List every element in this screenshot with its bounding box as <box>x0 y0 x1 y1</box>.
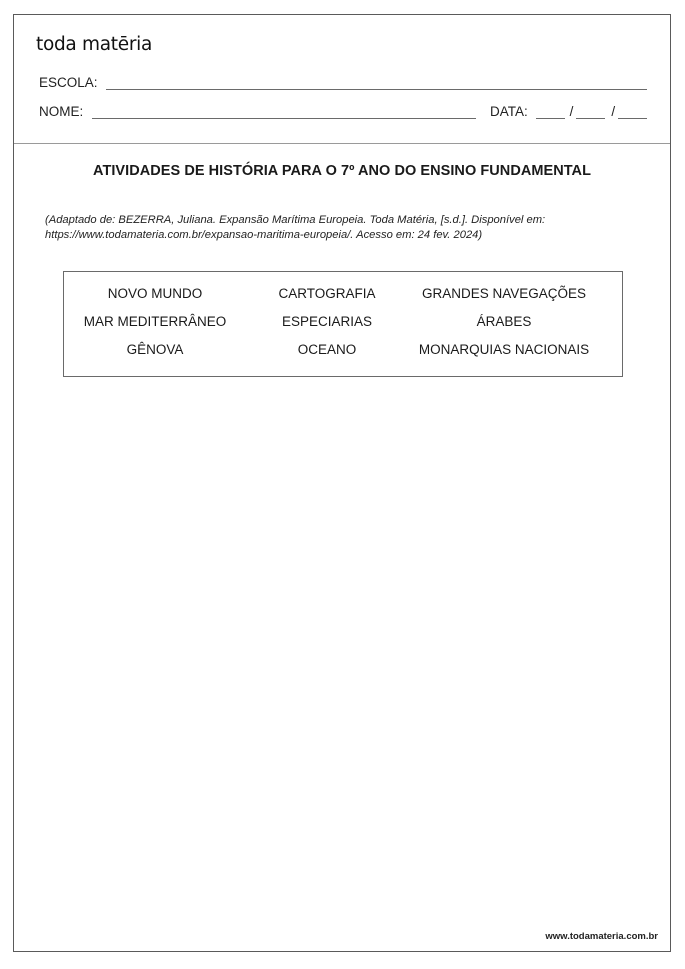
citation-line: (Adaptado de: BEZERRA, Juliana. Expansão Marítima Europeia. Toda Matéria, [s.d.]. Disponível em: <box>45 214 546 226</box>
footer-url[interactable]: www.todamateria.com.br <box>545 931 658 942</box>
nome-label: NOME: <box>39 104 84 119</box>
date-month-blank[interactable] <box>576 106 605 119</box>
word-bank-item: GÊNOVA <box>126 342 184 357</box>
worksheet-page <box>13 14 671 952</box>
source-citation <box>45 213 605 243</box>
escola-blank-line[interactable] <box>106 77 647 90</box>
nome-data-row <box>39 104 647 119</box>
word-bank-item: GRANDES NAVEGAÇÕES <box>421 286 587 301</box>
word-bank-box <box>63 271 623 377</box>
page-title: ATIVIDADES DE HISTÓRIA PARA O 7º ANO DO ENSINO FUNDAMENTAL <box>93 163 591 179</box>
site-logo: toda matēria <box>36 34 153 55</box>
citation-line: https://www.todamateria.com.br/expansao-maritima-europeia/. Acesso em: 24 fev. 2024) <box>45 229 483 241</box>
word-bank-item: ÁRABES <box>476 314 532 329</box>
data-label: DATA: <box>489 104 528 119</box>
word-bank-item: CARTOGRAFIA <box>278 286 376 301</box>
escola-label: ESCOLA: <box>39 75 98 90</box>
word-bank-item: NOVO MUNDO <box>107 286 203 301</box>
nome-blank-line[interactable] <box>92 106 476 119</box>
word-bank-item: MONARQUIAS NACIONAIS <box>418 342 590 357</box>
escola-field <box>39 75 647 90</box>
word-bank-item: MAR MEDITERRÂNEO <box>83 314 227 329</box>
header-divider <box>14 143 670 144</box>
date-day-blank[interactable] <box>536 106 565 119</box>
word-bank-item: ESPECIARIAS <box>281 314 373 329</box>
word-bank-item: OCEANO <box>297 342 357 357</box>
date-separator: / <box>569 104 574 119</box>
date-year-blank[interactable] <box>618 106 647 119</box>
date-separator: / <box>611 104 616 119</box>
